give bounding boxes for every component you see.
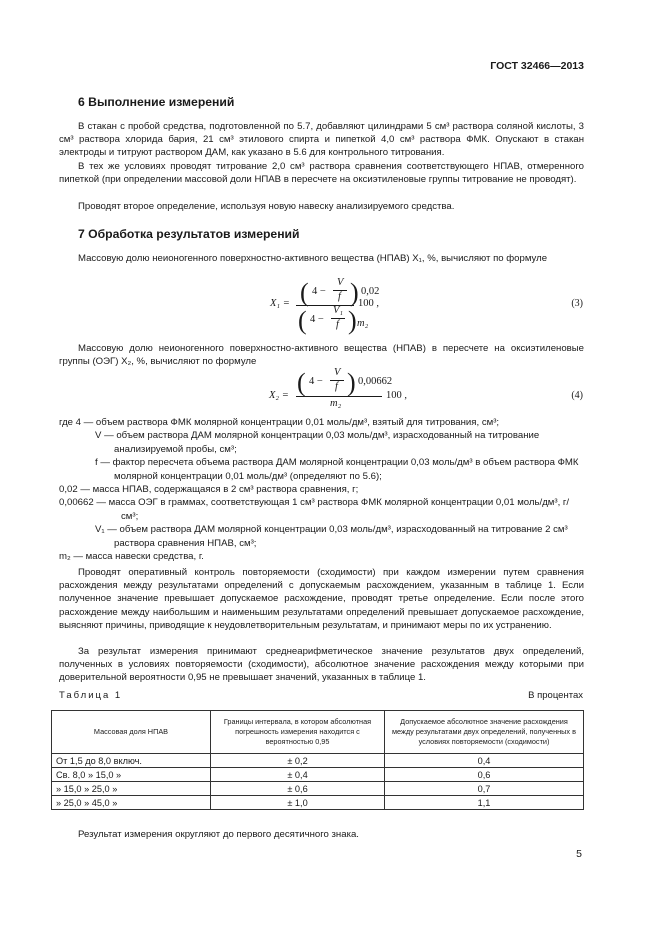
table-cell: ± 0,4	[211, 768, 385, 782]
section-7-paragraph-3: Проводят оперативный контроль повторяемости (сходимости) при каждом измерении путем сравнения расхождения между результатами определений с допускаемым расхождением, указанным в таблице 1. Если полученное значение превышает допускаемое расхождение, проводят третье определение. Если после этого расхождение между наибольшим и наименьшим результатами определений превышает допускаемое расхождение, выясняют причины, приводящие к неудовлетворительным результатам, и принимают меры по их устранению.	[59, 567, 584, 631]
page-number: 5	[576, 848, 582, 860]
table-1	[51, 710, 584, 810]
table-cell: ± 1,0	[211, 796, 385, 810]
formula-4-denominator: m₂	[330, 398, 342, 409]
table-cell: » 15,0 » 25,0 »	[52, 782, 211, 796]
section-7-paragraph-1: Массовую долю неионогенного поверхностно-активного вещества (НПАВ) X₁, %, вычисляют по формуле	[78, 253, 548, 264]
definition-v1: V₁ — объем раствора ДАМ молярной концентрации 0,03 моль/дм³, израсходованный на титрование 2 см³ раствора сравнения НПАВ, см³;	[95, 524, 568, 549]
table-row	[52, 754, 584, 768]
definition-m2: m₂ — масса навески средства, г.	[59, 551, 204, 563]
section-6-paragraph-1: В стакан с пробой средства, подготовленной по 5.7, добавляют цилиндрами 5 см³ раствора соляной кислоты, 3 см³ раствора хлорида бария, 21 см³ этилового спирта и пипеткой 4,0 см³ раствора ФМК. Опускают в стакан электроды и титруют раствором ДАМ, как указано в 5.6 для контрольного титрования.	[59, 121, 584, 159]
formula-3-number: (3)	[571, 298, 583, 309]
definition-4: где 4 — объем раствора ФМК молярной концентрации 0,01 моль/дм³, взятый для титрования, см³;	[59, 417, 500, 428]
table-header-col-1: Массовая доля НПАВ	[52, 711, 211, 754]
formula-4-lhs: X₂ =	[269, 390, 289, 401]
formula-4-number: (4)	[571, 390, 583, 401]
definition-f: f — фактор пересчета объема раствора ДАМ молярной концентрации 0,03 моль/дм³ в объем раствора ФМК молярной концентрации 0,01 моль/дм³ (определяют по 5.6);	[95, 457, 579, 482]
table-cell: ± 0,6	[211, 782, 385, 796]
section-7-paragraph-4: За результат измерения принимают среднеарифметическое значение результатов двух определений, полученных в условиях повторяемости (сходимости), абсолютное значение расхождения между которыми при доверительной вероятности 0,95 не превышает значений, указанных в таблице 1.	[59, 646, 584, 684]
table-row	[52, 782, 584, 796]
table-cell: 1,1	[385, 796, 584, 810]
formula-4: X₂ = ( 4 − V f ) 0,00662 m₂ 100 , (4)	[269, 367, 583, 409]
table-cell: ± 0,2	[211, 754, 385, 768]
section-6-paragraph-2: В тех же условиях проводят титрование 2,0 см³ раствора сравнения соответствующего НПАВ, отмеренного пипеткой (при определении массовой доли НПАВ в пересчете на оксиэтиленовые группы титрование не проводят).	[59, 161, 584, 186]
table-header-row	[52, 711, 584, 754]
formula-4-multiplier: 100 ,	[386, 390, 407, 401]
formula-3-multiplier: 100 ,	[358, 298, 379, 309]
section-6-paragraph-3: Проводят второе определение, используя новую навеску анализируемого средства.	[78, 201, 455, 212]
section-7-title: 7 Обработка результатов измерений	[78, 227, 300, 241]
formula-3-lhs: X₁ =	[270, 298, 290, 309]
table-header-col-2: Границы интервала, в котором абсолютная погрешность измерения находится с вероятностью 0,95	[211, 711, 385, 754]
section-6-title: 6 Выполнение измерений	[78, 95, 235, 109]
table-caption: Таблица 1	[59, 690, 123, 701]
variable-definitions	[59, 416, 584, 563]
table-row	[52, 796, 584, 810]
table-header-col-3: Допускаемое абсолютное значение расхождения между результатами двух определений, полученных в условиях повторяемости (сходимости)	[385, 711, 584, 754]
table-cell: От 1,5 до 8,0 включ.	[52, 754, 211, 768]
document-id: ГОСТ 32466—2013	[490, 60, 584, 72]
table-cell: Св. 8,0 » 15,0 »	[52, 768, 211, 782]
section-7-paragraph-2: Массовую долю неионогенного поверхностно-активного вещества (НПАВ) в пересчете на оксиэтиленовые группы (ОЭГ) X₂, %, вычисляют по формуле	[59, 343, 584, 368]
rounding-note: Результат измерения округляют до первого десятичного знака.	[78, 829, 359, 840]
table-units: В процентах	[528, 690, 583, 701]
table-cell: 0,6	[385, 768, 584, 782]
formula-3: X₁ = ( 4 − V f ) 0,02 ( 4 − V₁ f ) m₂ 100 , (3)	[270, 277, 583, 335]
table-row	[52, 768, 584, 782]
table-cell: 0,7	[385, 782, 584, 796]
table-cell: » 25,0 » 45,0 »	[52, 796, 211, 810]
definition-000662: 0,00662 — масса ОЭГ в граммах, соответствующая 1 см³ раствора ФМК молярной концентрации 0,01 моль/дм³, г/см³;	[59, 497, 570, 522]
definition-v: V — объем раствора ДАМ молярной концентрации 0,03 моль/дм³, израсходованный на титрование анализируемой пробы, см³;	[95, 430, 540, 455]
table-cell: 0,4	[385, 754, 584, 768]
definition-002: 0,02 — масса НПАВ, содержащаяся в 2 см³ раствора сравнения, г;	[59, 484, 359, 496]
